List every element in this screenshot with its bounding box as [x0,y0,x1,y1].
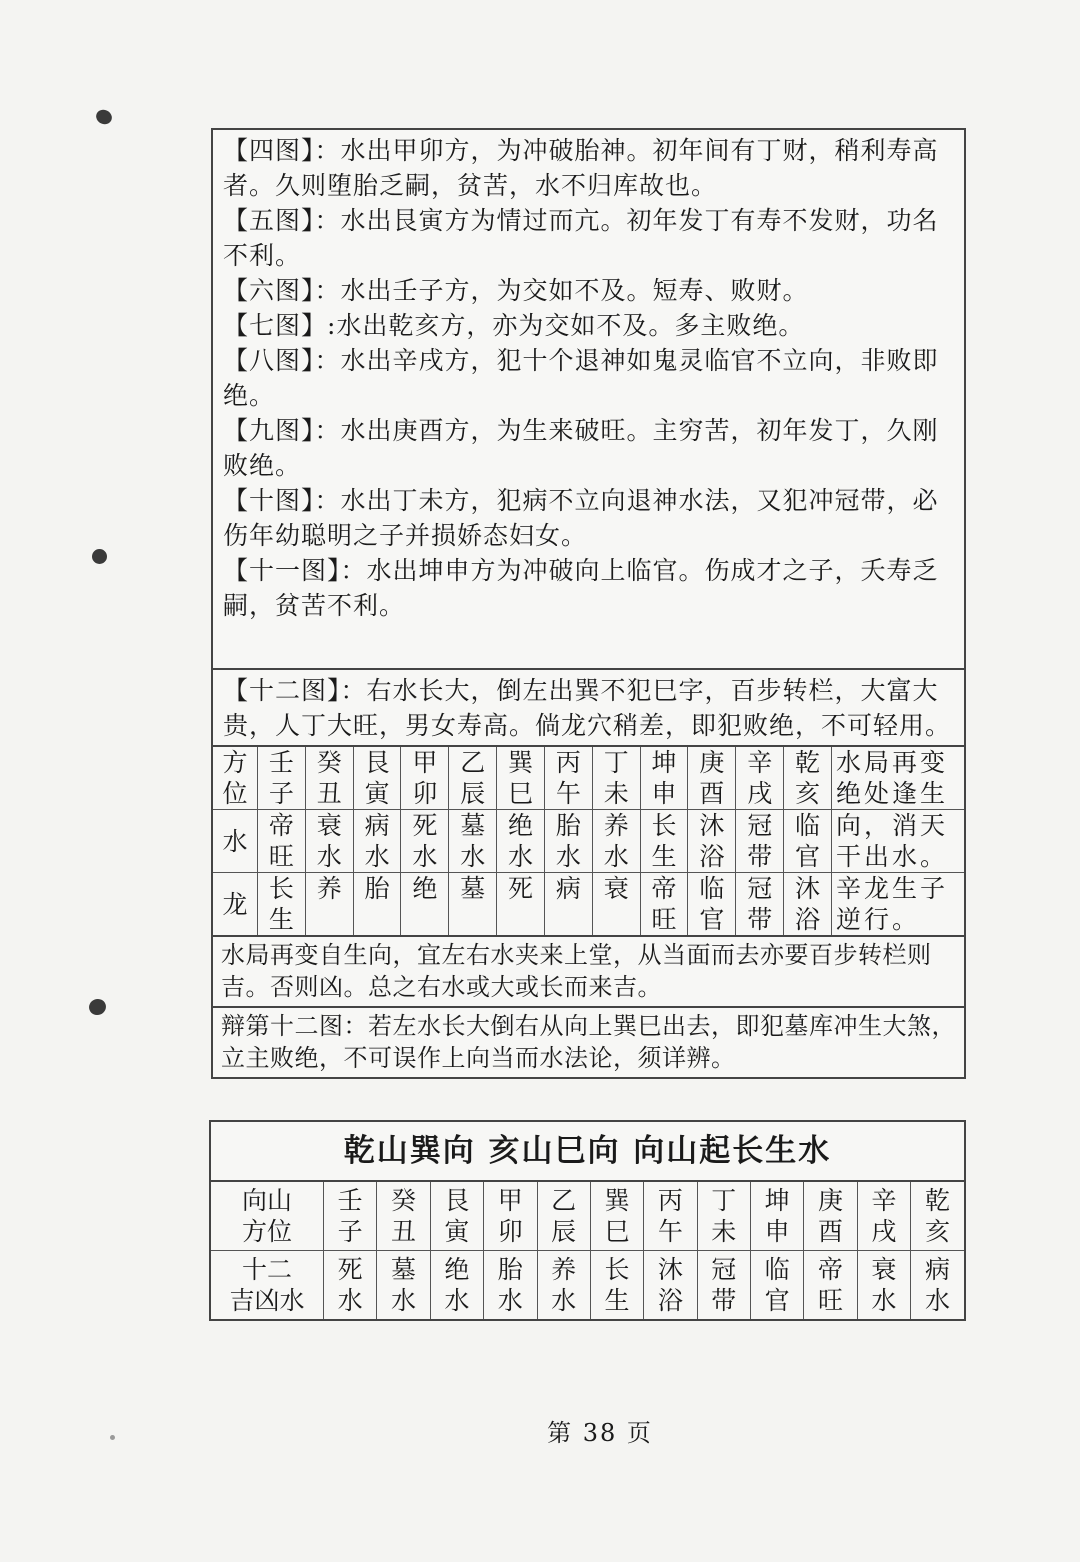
cell-text: 向山 [241,1186,292,1215]
cell-text: 养 [603,811,629,840]
section-title: 乾山巽向 亥山巳向 向山起长生水 [211,1122,964,1182]
cell-text: 未 [711,1217,737,1246]
cell-text: 胎 [364,874,390,903]
row-header [213,873,258,936]
cell-text: 辛 [871,1186,897,1215]
page-number: 第 38 页 [547,1419,653,1447]
cell-text: 生 [604,1286,630,1315]
table-cell [497,747,545,810]
cell-text: 水 [555,842,581,871]
cell-text: 戌 [747,779,773,808]
cell-text: 艮 [364,748,390,777]
cell-text: 水 [444,1286,470,1315]
cell-text: 帝 [818,1255,844,1284]
note-paragraph: 【十图】：水出丁未方，犯病不立向退神水法，又犯冲冠带，必伤年幼聪明之子并损娇态妇女。 [223,486,939,550]
table-cell [688,810,736,873]
cell-text: 丁 [711,1186,737,1215]
cell-text: 巳 [604,1217,630,1246]
cell-text: 水 [497,1286,523,1315]
cell-text: 冠 [747,874,773,903]
table-cell [401,873,449,936]
cell-text: 方 [222,748,248,777]
cell-text: 申 [764,1217,790,1246]
table-cell [804,1251,857,1320]
table-cell [537,1182,590,1251]
table-cell [258,873,306,936]
cell-text: 申 [651,779,677,808]
table-cell [697,1182,750,1251]
cell-text: 丙 [657,1186,683,1215]
table-cell [537,1251,590,1320]
cell-text: 癸 [391,1186,417,1215]
water-bureau-text: 水局再变自生向，宜左右水夹来上堂，从当面而去亦要百步转栏则吉。否则凶。总之右水或大或长而来吉。 [221,941,932,1001]
cell-text: 坤 [651,748,677,777]
note-cell [832,810,965,873]
cell-text: 亥 [795,779,821,808]
table-cell [353,810,401,873]
table-cell [305,810,353,873]
cell-text: 死 [508,874,534,903]
table-cell [644,1182,697,1251]
cell-text: 辛龙生子 [836,874,949,903]
cell-text: 衰 [871,1255,897,1284]
table-cell [305,747,353,810]
cell-text: 生 [268,905,294,934]
note-cell [832,873,965,936]
table-row [213,747,964,810]
cell-text: 壬 [337,1186,363,1215]
table-row [211,1251,964,1320]
table-cell [644,1251,697,1320]
cell-text: 旺 [268,842,294,871]
cell-text: 子 [268,779,294,808]
note-paragraph: 【六图】：水出壬子方，为交如不及。短寿、败财。 [223,276,809,305]
table-cell [377,1182,430,1251]
cell-text: 病 [555,874,581,903]
cell-text [449,904,496,935]
table-cell [590,1251,643,1320]
table-cell [592,873,640,936]
figure-12-intro [213,670,964,747]
row-header [213,747,258,810]
table-cell [401,747,449,810]
cell-text: 方位 [241,1217,292,1246]
table-cell [353,873,401,936]
row-header [211,1251,324,1320]
cell-text: 水 [925,1286,951,1315]
cell-text: 巽 [604,1186,630,1215]
cell-text: 庚 [699,748,725,777]
table-cell [449,747,497,810]
cell-text: 病 [364,811,390,840]
table-cell [449,810,497,873]
binder-hole-mark [92,549,107,564]
cell-text: 官 [764,1286,790,1315]
table-cell [592,747,640,810]
cell-text: 乙 [460,748,486,777]
figure-12-text: 【十二图】：右水长大，倒左出巽不犯巳字，百步转栏，大富大贵，人丁大旺，男女寿高。倘龙穴稍差，即犯败绝，不可轻用。 [223,676,952,740]
cell-text: 水 [412,842,438,871]
note-paragraph: 【五图】：水出艮寅方为情过而亢。初年发丁有寿不发财，功名不利。 [223,206,939,270]
cell-text: 沐 [699,811,725,840]
cell-text: 寅 [444,1217,470,1246]
table-cell [377,1251,430,1320]
note-paragraph: 【七图】:水出乾亥方，亦为交如不及。多主败绝。 [223,311,805,340]
table-cell [305,873,353,936]
cell-text: 吉凶水 [229,1286,305,1315]
cell-text: 丑 [391,1217,417,1246]
cell-text: 浴 [657,1286,683,1315]
table-cell [449,873,497,936]
cell-text: 浴 [795,905,821,934]
cell-text: 官 [795,842,821,871]
debate-text: 辩第十二图：若左水长大倒右从向上巽巳出去，即犯墓库冲生大煞，立主败绝，不可误作上向当而水法论，须详辨。 [221,1012,956,1072]
table-cell [784,873,832,936]
table-cell [497,873,545,936]
cell-text: 子 [337,1217,363,1246]
table-cell [688,873,736,936]
table-cell [857,1251,910,1320]
cell-text: 亥 [925,1217,951,1246]
cell-text: 临 [699,874,725,903]
cell-text: 乾 [925,1186,951,1215]
cell-text: 龙 [222,889,248,919]
cell-text: 绝处逢生 [836,779,949,808]
binder-hole-mark [87,997,108,1018]
cell-text: 巽 [508,748,534,777]
table-cell [751,1251,804,1320]
note-cell [832,747,965,810]
cell-text: 冠 [711,1255,737,1284]
cell-text: 病 [925,1255,951,1284]
table-cell [640,810,688,873]
table-cell [751,1182,804,1251]
note-paragraph: 【八图】：水出辛戌方，犯十个退神如鬼灵临官不立向，非败即绝。 [223,346,939,410]
cell-text: 水 [391,1286,417,1315]
cell-text: 带 [711,1286,737,1315]
cell-text: 绝 [412,874,438,903]
cell-text: 水 [222,826,248,856]
cell-text: 水 [508,842,534,871]
upper-frame [211,128,966,1079]
debate-note [213,1006,964,1077]
cell-text: 坤 [764,1186,790,1215]
cell-text: 官 [699,905,725,934]
cell-text: 午 [657,1217,683,1246]
cell-text: 生 [651,842,677,871]
cell-text: 干出水。 [836,842,949,871]
cell-text: 胎 [555,811,581,840]
cell-text: 丙 [555,748,581,777]
table-cell [430,1182,483,1251]
cell-text: 向，消天 [836,811,949,840]
table-cell [258,810,306,873]
cell-text: 旺 [818,1286,844,1315]
cell-text: 水 [364,842,390,871]
table-cell [804,1182,857,1251]
cell-text: 水 [603,842,629,871]
table-cell [484,1251,537,1320]
cell-text: 冠 [747,811,773,840]
table-cell [401,810,449,873]
cell-text: 丑 [316,779,342,808]
table-cell [784,747,832,810]
cell-text: 死 [337,1255,363,1284]
table-cell [544,747,592,810]
cell-text: 绝 [508,811,534,840]
table-cell [592,810,640,873]
cell-text: 带 [747,905,773,934]
cell-text: 巳 [508,779,534,808]
table-cell [688,747,736,810]
table-cell [544,873,592,936]
cell-text: 酉 [699,779,725,808]
cell-text: 壬 [268,748,294,777]
table-cell [324,1182,377,1251]
cell-text: 衰 [603,874,629,903]
cell-text: 辛 [747,748,773,777]
cell-text: 卯 [497,1217,523,1246]
cell-text: 沐 [795,874,821,903]
cell-text: 乙 [551,1186,577,1215]
table-row [211,1182,964,1251]
table-cell [258,747,306,810]
cell-text [545,904,592,935]
cell-text: 戌 [871,1217,897,1246]
cell-text: 绝 [444,1255,470,1284]
cell-text: 十二 [241,1255,292,1284]
cell-text: 墓 [460,874,486,903]
table-cell [484,1182,537,1251]
cell-text: 丁 [603,748,629,777]
cell-text [497,904,544,935]
cell-text [354,904,401,935]
cell-text [401,904,448,935]
cell-text: 艮 [444,1186,470,1215]
cell-text: 水 [337,1286,363,1315]
lower-frame [209,1120,966,1321]
table-cell [640,747,688,810]
table-cell [784,810,832,873]
water-bureau-note [213,935,964,1006]
cell-text: 墓 [460,811,486,840]
cell-text: 浴 [699,842,725,871]
table-cell [857,1182,910,1251]
table-cell [590,1182,643,1251]
note-paragraph: 【四图】：水出甲卯方，为冲破胎神。初年间有丁财，稍利寿高者。久则堕胎乏嗣，贫苦，水不归库故也。 [223,136,939,200]
cell-text: 帝 [268,811,294,840]
table-cell [640,873,688,936]
table-cell [430,1251,483,1320]
cell-text: 养 [551,1255,577,1284]
cell-text: 乾 [795,748,821,777]
cell-text: 水局再变 [836,748,949,777]
cell-text: 癸 [316,748,342,777]
twelve-water-table [211,1182,964,1319]
cell-text: 水 [460,842,486,871]
table-cell [911,1182,964,1251]
cell-text: 墓 [391,1255,417,1284]
cell-text: 寅 [364,779,390,808]
cell-text: 衰 [316,811,342,840]
cell-text: 未 [603,779,629,808]
cell-text: 午 [555,779,581,808]
row-header [213,810,258,873]
table-cell [911,1251,964,1320]
cell-text: 旺 [651,905,677,934]
cell-text: 甲 [497,1186,523,1215]
cell-text: 酉 [818,1217,844,1246]
binder-hole-mark [94,107,114,126]
table-row [213,810,964,873]
note-paragraph: 【十一图】：水出坤申方为冲破向上临官。伤成才之子，夭寿乏嗣，贫苦不利。 [223,556,939,620]
cell-text: 辰 [460,779,486,808]
cell-text: 带 [747,842,773,871]
water-dragon-table [213,747,964,935]
cell-text: 长 [604,1255,630,1284]
cell-text: 辰 [551,1217,577,1246]
table-cell [353,747,401,810]
cell-text: 水 [316,842,342,871]
cell-text [593,904,640,935]
cell-text: 水 [871,1286,897,1315]
table-cell [697,1251,750,1320]
cell-text: 庚 [818,1186,844,1215]
cell-text: 死 [412,811,438,840]
cell-text: 沐 [657,1255,683,1284]
cell-text: 位 [222,779,248,808]
diagram-notes [213,130,964,670]
cell-text: 逆行。 [836,905,921,934]
table-cell [736,810,784,873]
cell-text: 甲 [412,748,438,777]
table-row [213,873,964,936]
table-cell [324,1251,377,1320]
table-cell [497,810,545,873]
cell-text: 长 [651,811,677,840]
cell-text: 临 [795,811,821,840]
cell-text: 长 [268,874,294,903]
table-cell [544,810,592,873]
row-header [211,1182,324,1251]
cell-text: 临 [764,1255,790,1284]
cell-text: 胎 [497,1255,523,1284]
table-cell [736,873,784,936]
cell-text: 帝 [651,874,677,903]
cell-text: 卯 [412,779,438,808]
note-paragraph: 【九图】：水出庚酉方，为生来破旺。主穷苦，初年发丁，久刚败绝。 [223,416,939,480]
cell-text: 水 [551,1286,577,1315]
cell-text: 养 [316,874,342,903]
table-cell [736,747,784,810]
cell-text [306,904,353,935]
